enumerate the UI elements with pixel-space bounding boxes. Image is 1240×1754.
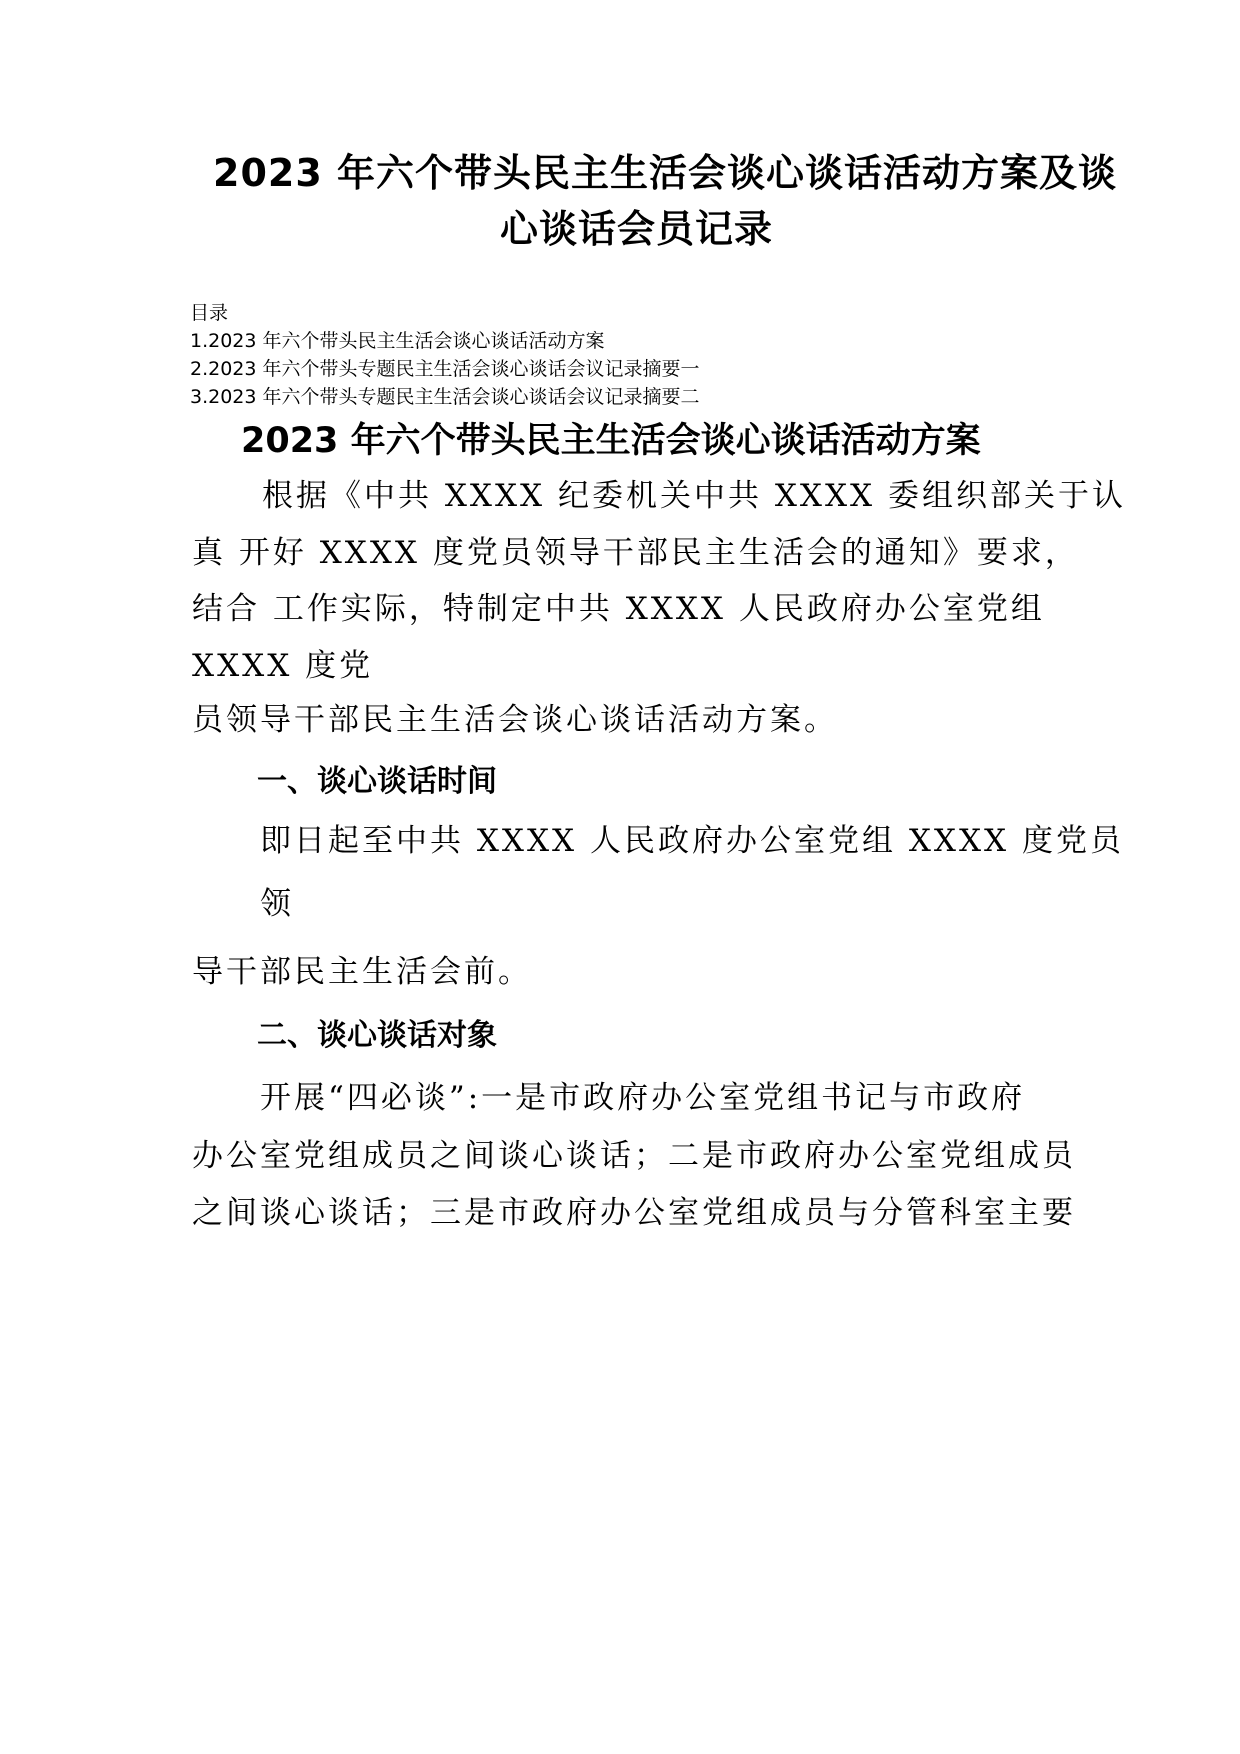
target-line-3: 之间谈心谈话；三是市政府办公室党组成员与分管科室主要 [192, 1195, 1076, 1231]
time-line-3: 导干部民主生活会前。 [192, 954, 532, 990]
time-line-2: 领 [260, 886, 294, 922]
intro-line-1: 根据《中共 XXXX 纪委机关中共 XXXX 委组织部关于认 [262, 478, 1126, 514]
toc-item-3[interactable]: 3.2023 年六个带头专题民主生活会谈心谈话会议记录摘要二 [190, 386, 700, 408]
intro-line-3: 结合 工作实际，特制定中共 XXXX 人民政府办公室党组 [192, 591, 1045, 627]
heading-talk-time: 一、谈心谈话时间 [257, 764, 497, 799]
intro-line-2: 真 开好 XXXX 度党员领导干部民主生活会的通知》要求， [192, 535, 1079, 571]
toc-item-2[interactable]: 2.2023 年六个带头专题民主生活会谈心谈话会议记录摘要一 [190, 358, 700, 380]
target-line-2: 办公室党组成员之间谈心谈话；二是市政府办公室党组成员 [192, 1138, 1076, 1174]
target-line-1: 开展“四必谈”:一是市政府办公室党组书记与市政府 [260, 1080, 1026, 1116]
document-title-line-2: 心谈话会员记录 [500, 207, 774, 251]
document-title-line-1: 2023 年六个带头民主生活会谈心谈话活动方案及谈 [213, 151, 1117, 195]
time-line-1: 即日起至中共 XXXX 人民政府办公室党组 XXXX 度党员 [260, 823, 1124, 859]
toc-item-1[interactable]: 1.2023 年六个带头民主生活会谈心谈话活动方案 [190, 330, 605, 352]
intro-line-5: 员领导干部民主生活会谈心谈话活动方案。 [192, 702, 838, 738]
section-title: 2023 年六个带头民主生活会谈心谈话活动方案 [241, 421, 981, 461]
toc-label: 目录 [190, 302, 229, 324]
intro-line-4: XXXX 度党 [192, 648, 374, 684]
heading-talk-target: 二、谈心谈话对象 [257, 1018, 497, 1053]
